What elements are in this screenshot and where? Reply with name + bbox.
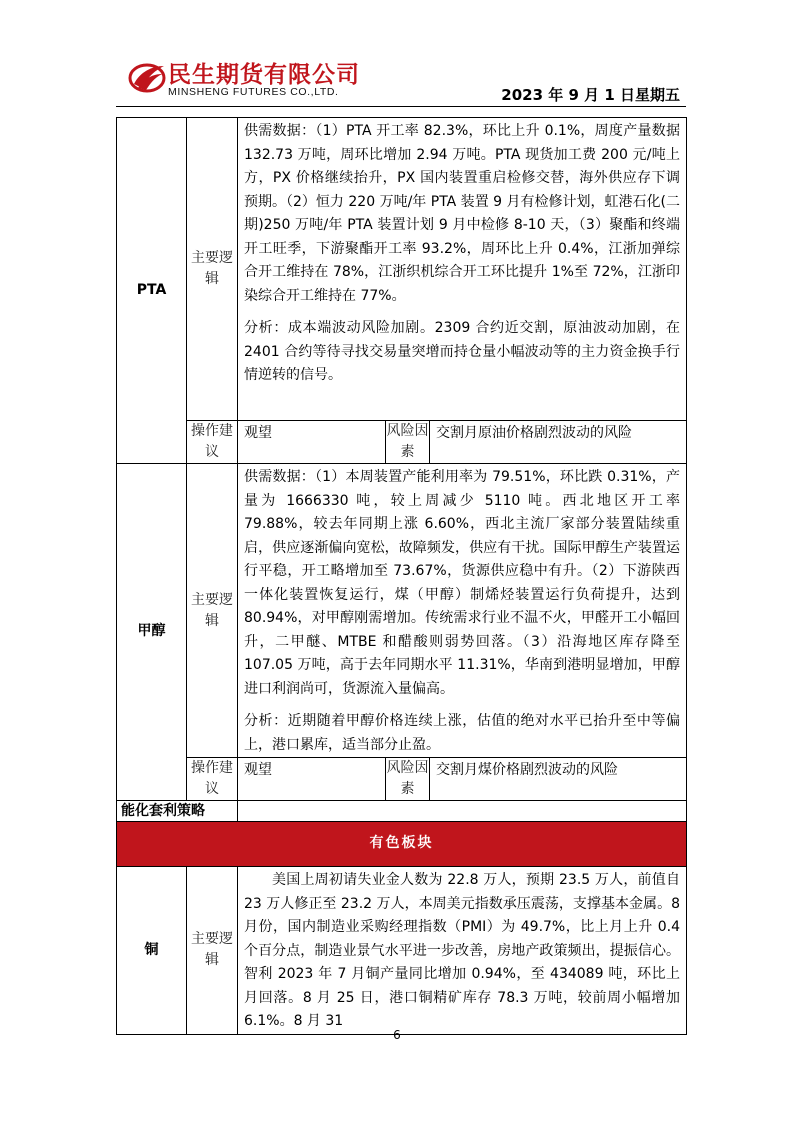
methanol-logic-label: 主要逻辑: [187, 464, 238, 758]
report-date: 2023 年 9 月 1 日星期五: [501, 86, 680, 104]
minsheng-logo-icon: [128, 58, 166, 96]
pta-risk-label: 风险因素: [386, 421, 430, 464]
copper-logic-content: 美国上周初请失业金人数为 22.8 万人，预期 23.5 万人，前值自 23 万人修正至 23.2 万人，本周美元指数承压震荡，支撑基本金属。8 月份，国内制造业采购经理指数（PMI）为 49.7%，比上月上升 0.4 个百分点，制造业景气水平进一步改善，房地产政策频出，提振信心。智利 2023 年 7 月铜产量同比增加 0.94%，至 434089 吨，环比上月回落。8 月 25 日，港口铜精矿库存 78.3 万吨，较前周小幅增加 6.1%。8 月 31: [238, 867, 687, 1035]
strategy-row: [117, 801, 687, 822]
methanol-label: 甲醇: [117, 464, 187, 801]
pta-op-label: 操作建议: [187, 421, 238, 464]
methanol-risk-label: 风险因素: [386, 758, 430, 801]
pta-logic-row: [117, 118, 687, 421]
company-name-cn: 民生期货有限公司: [168, 62, 360, 88]
commodity-table: [116, 117, 687, 1035]
methanol-logic-content: [238, 464, 687, 758]
pta-supply-demand: 供需数据：（1）PTA 开工率 82.3%，环比上升 0.1%，周度产量数据 132.73 万吨，周环比增加 2.94 万吨。PTA 现货加工费 200 元/吨上方，PX 价格继续抬升，PX 国内装置重启检修交替，海外供应存下调预期。（2）恒力 220 万吨/年 PTA 装置 9 月有检修计划，虹港石化(二期)250 万吨/年 PTA 装置计划 9 月中检修 8-10 天，（3）聚酯和终端开工旺季，下游聚酯开工率 93.2%，周环比上升 0.4%，江浙加弹综合开工维持在 78%，江浙织机综合开工环比提升 1%至 72%，江浙印染综合开工维持在 77%。: [244, 123, 681, 304]
pta-op-value: 观望: [238, 421, 386, 464]
header-divider: [116, 106, 686, 107]
company-name-en: MINSHENG FUTURES CO.,LTD.: [168, 86, 339, 98]
page-header: [0, 0, 794, 118]
pta-label: PTA: [117, 118, 187, 464]
pta-logic-content: [238, 118, 687, 421]
strategy-label: 能化套利策略: [117, 801, 238, 822]
section-title: 有色板块: [117, 822, 687, 867]
methanol-op-row: [117, 758, 687, 801]
pta-op-row: [117, 421, 687, 464]
pta-analysis: 分析：成本端波动风险加剧。2309 合约近交割，原油波动加剧，在 2401 合约等待寻找交易量突增而持仓量小幅波动等的主力资金换手行情逆转的信号。: [244, 320, 681, 383]
methanol-analysis: 分析：近期随着甲醇价格连续上涨，估值的绝对水平已抬升至中等偏上，港口累库，适当部分止盈。: [244, 713, 681, 753]
strategy-content: [238, 801, 687, 822]
methanol-supply-demand: 供需数据：（1）本周装置产能利用率为 79.51%，环比跌 0.31%，产量为 1666330 吨，较上周减少 5110 吨。西北地区开工率 79.88%，较去年同期上涨 6.60%，西北主流厂家部分装置陆续重启，供应逐渐偏向宽松，故障频发，供应有干扰。国际甲醇生产装置运行平稳，开工略增加至 73.67%，货源供应稳中有升。（2）下游陕西一体化装置恢复运行，煤（甲醇）制烯烃装置运行负荷提升，达到 80.94%，对甲醇刚需增加。传统需求行业不温不火，甲醛开工小幅回升，二甲醚、MTBE 和醋酸则弱势回落。（3）沿海地区库存降至 107.05 万吨，高于去年同期水平 11.31%，华南到港明显增加，甲醇进口利润尚可，货源流入量偏高。: [244, 469, 681, 697]
methanol-logic-row: [117, 464, 687, 758]
nonferrous-section-row: [117, 822, 687, 867]
page-number: 6: [393, 1028, 401, 1042]
copper-label: 铜: [117, 867, 187, 1035]
copper-logic-label: 主要逻辑: [187, 867, 238, 1035]
pta-logic-label: 主要逻辑: [187, 118, 238, 421]
copper-logic-row: [117, 867, 687, 1035]
methanol-op-label: 操作建议: [187, 758, 238, 801]
pta-risk-value: 交割月原油价格剧烈波动的风险: [430, 421, 687, 464]
methanol-op-value: 观望: [238, 758, 386, 801]
methanol-risk-value: 交割月煤价格剧烈波动的风险: [430, 758, 687, 801]
